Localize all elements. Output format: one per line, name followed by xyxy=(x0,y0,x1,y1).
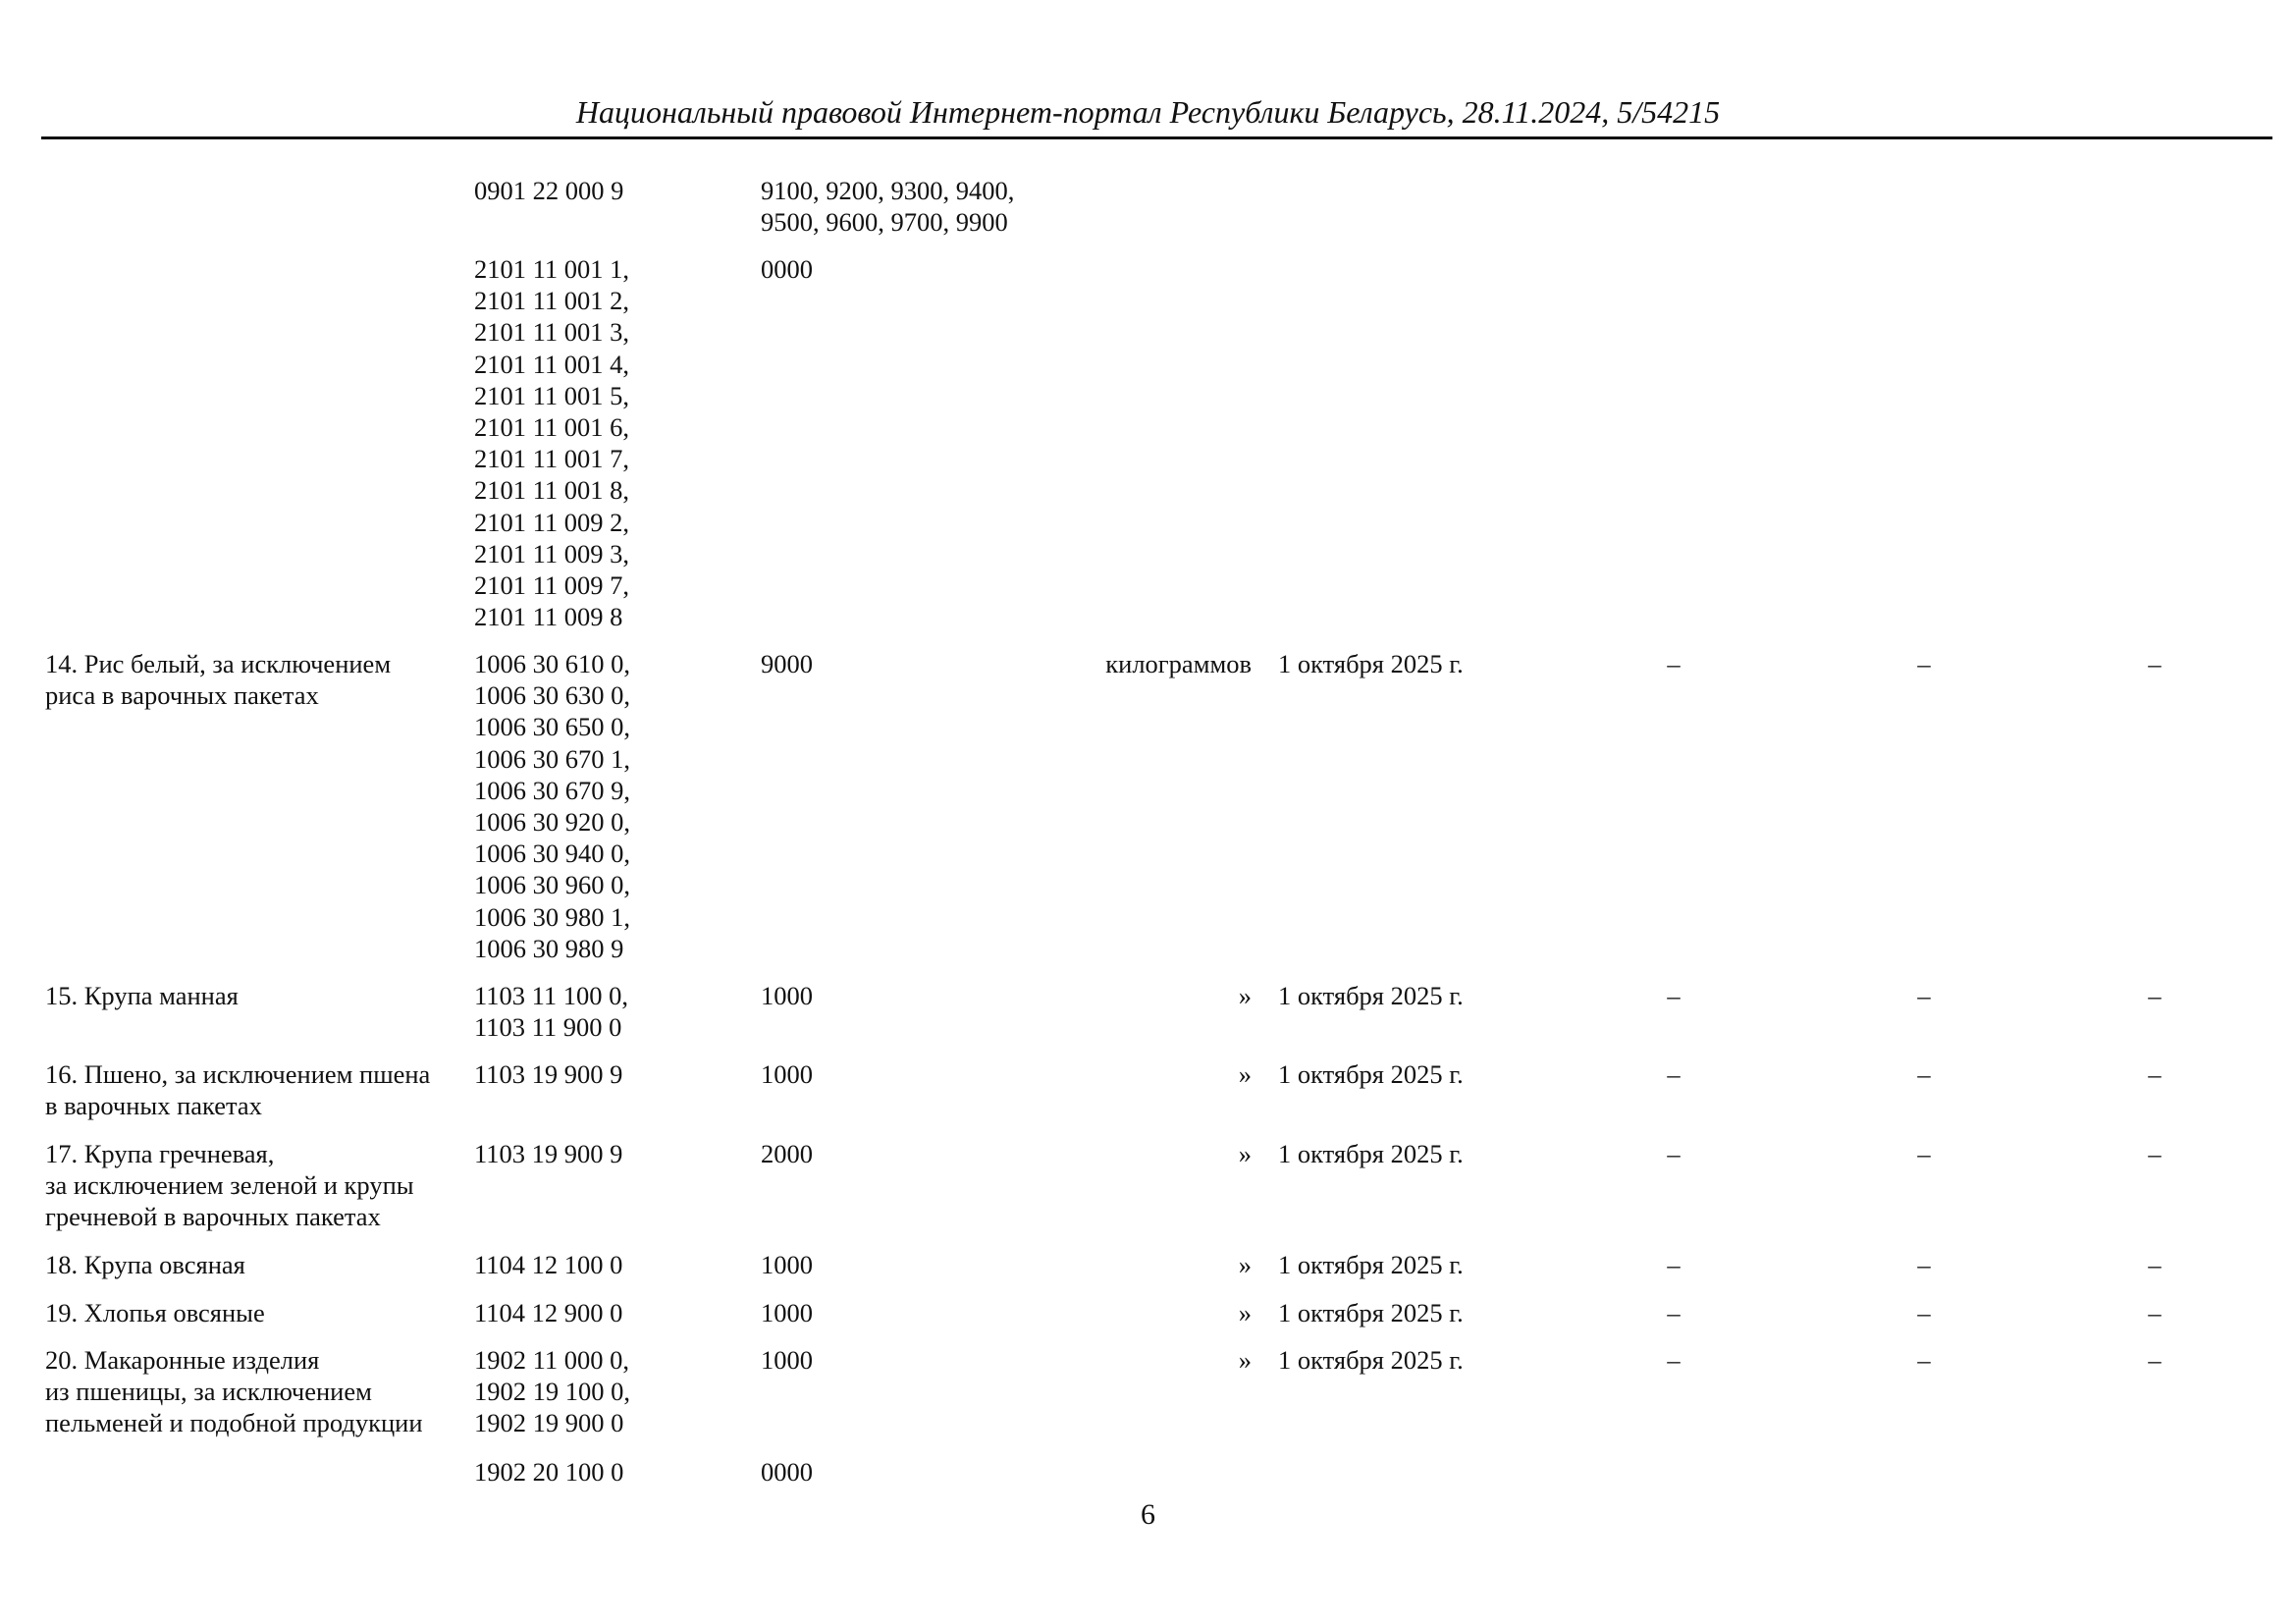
tn-ved-codes: 1006 30 610 0, 1006 30 630 0, 1006 30 650 0, 1006 30 670 1, 1006 30 670 9, 1006 30 920 0, 1006 30 940 0, 1006 30 960 0, 1006 30 980 1, 1006 30 980 9 xyxy=(474,649,630,963)
dash-cell: – xyxy=(1917,1139,1931,1168)
tn-ved-codes: 1103 19 900 9 xyxy=(474,1059,623,1089)
header-divider xyxy=(41,136,2272,139)
additional-codes: 9100, 9200, 9300, 9400, 9500, 9600, 9700, 9900 xyxy=(761,176,1015,238)
dash-cell: – xyxy=(1917,1345,1931,1375)
product-name: 15. Крупа манная xyxy=(45,981,239,1010)
product-name: 17. Крупа гречневая, за исключением зеленой и крупы гречневой в варочных пакетах xyxy=(45,1139,414,1232)
product-name: 18. Крупа овсяная xyxy=(45,1250,245,1279)
dash-cell: – xyxy=(1667,1298,1681,1327)
tn-ved-codes: 2101 11 001 1, 2101 11 001 2, 2101 11 001 3, 2101 11 001 4, 2101 11 001 5, 2101 11 001 6, 2101 11 001 7, 2101 11 001 8, 2101 11 009 2, 2101 11 009 3, 2101 11 009 7, 2101 11 009 8 xyxy=(474,254,630,632)
dash-cell: – xyxy=(1917,1298,1931,1327)
additional-codes: 2000 xyxy=(761,1139,813,1168)
unit-of-measure: » xyxy=(1238,1298,1252,1327)
product-name: 20. Макаронные изделия из пшеницы, за исключением пельменей и подобной продукции xyxy=(45,1345,423,1438)
tn-ved-codes: 1902 11 000 0, 1902 19 100 0, 1902 19 900 0 xyxy=(474,1345,630,1438)
start-date: 1 октября 2025 г. xyxy=(1278,981,1464,1010)
start-date: 1 октября 2025 г. xyxy=(1278,1059,1464,1089)
additional-codes: 1000 xyxy=(761,1298,813,1327)
additional-codes: 1000 xyxy=(761,1059,813,1089)
unit-of-measure: » xyxy=(1238,981,1252,1010)
additional-codes: 1000 xyxy=(761,1250,813,1279)
page-header-title: Национальный правовой Интернет-портал Республики Беларусь, 28.11.2024, 5/54215 xyxy=(575,94,1721,130)
tn-ved-codes: 1103 19 900 9 xyxy=(474,1139,623,1168)
dash-cell: – xyxy=(2148,1139,2162,1168)
dash-cell: – xyxy=(1917,981,1931,1010)
dash-cell: – xyxy=(1667,649,1681,678)
start-date: 1 октября 2025 г. xyxy=(1278,649,1464,678)
unit-of-measure: » xyxy=(1238,1139,1252,1168)
unit-of-measure: килограммов xyxy=(1105,649,1252,678)
dash-cell: – xyxy=(2148,649,2162,678)
start-date: 1 октября 2025 г. xyxy=(1278,1250,1464,1279)
dash-cell: – xyxy=(2148,1250,2162,1279)
product-name: 16. Пшено, за исключением пшена в варочных пакетах xyxy=(45,1059,431,1121)
dash-cell: – xyxy=(1667,1139,1681,1168)
start-date: 1 октября 2025 г. xyxy=(1278,1139,1464,1168)
product-name: 14. Рис белый, за исключением риса в варочных пакетах xyxy=(45,649,392,711)
tn-ved-codes: 1103 11 100 0, 1103 11 900 0 xyxy=(474,981,629,1043)
dash-cell: – xyxy=(1667,1250,1681,1279)
additional-codes: 9000 xyxy=(761,649,813,678)
dash-cell: – xyxy=(1667,1059,1681,1089)
dash-cell: – xyxy=(2148,1059,2162,1089)
page-number: 6 xyxy=(1141,1498,1155,1531)
unit-of-measure: » xyxy=(1238,1345,1252,1375)
unit-of-measure: » xyxy=(1238,1250,1252,1279)
dash-cell: – xyxy=(1667,1345,1681,1375)
tn-ved-codes: 0901 22 000 9 xyxy=(474,176,624,205)
dash-cell: – xyxy=(2148,1298,2162,1327)
tn-ved-codes: 1902 20 100 0 xyxy=(474,1457,624,1487)
additional-codes: 0000 xyxy=(761,254,813,284)
start-date: 1 октября 2025 г. xyxy=(1278,1345,1464,1375)
dash-cell: – xyxy=(2148,1345,2162,1375)
tn-ved-codes: 1104 12 100 0 xyxy=(474,1250,623,1279)
unit-of-measure: » xyxy=(1238,1059,1252,1089)
additional-codes: 1000 xyxy=(761,1345,813,1375)
product-name: 19. Хлопья овсяные xyxy=(45,1298,265,1327)
dash-cell: – xyxy=(1917,1059,1931,1089)
dash-cell: – xyxy=(2148,981,2162,1010)
dash-cell: – xyxy=(1667,981,1681,1010)
tn-ved-codes: 1104 12 900 0 xyxy=(474,1298,623,1327)
additional-codes: 1000 xyxy=(761,981,813,1010)
start-date: 1 октября 2025 г. xyxy=(1278,1298,1464,1327)
dash-cell: – xyxy=(1917,649,1931,678)
dash-cell: – xyxy=(1917,1250,1931,1279)
additional-codes: 0000 xyxy=(761,1457,813,1487)
